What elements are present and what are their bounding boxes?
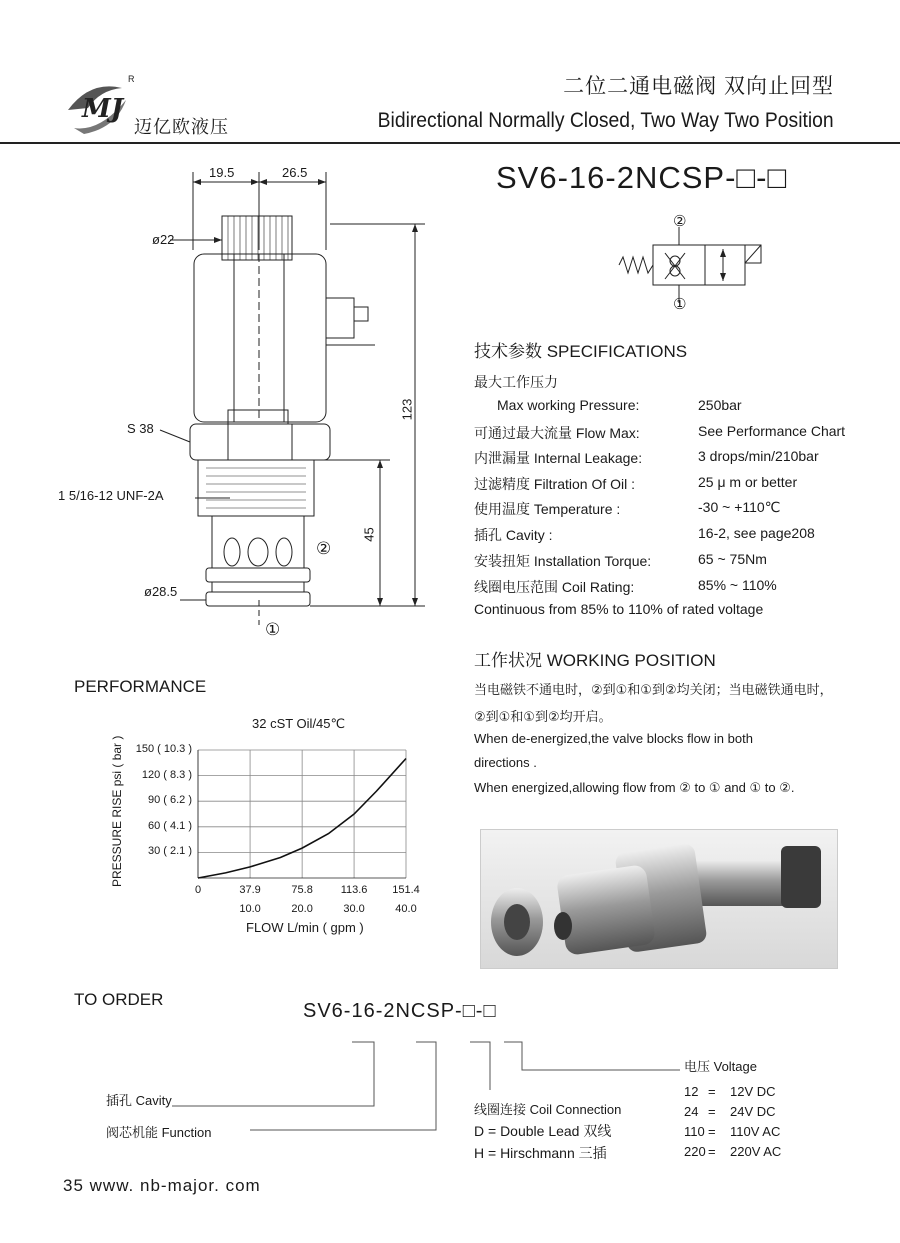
company-logo — [60, 70, 140, 140]
registered-mark: R — [128, 74, 135, 84]
spec-value-7: 85% ~ 110% — [698, 577, 777, 593]
product-photo — [480, 829, 838, 969]
spec-value-4: -30 ~ +110℃ — [698, 499, 781, 515]
spec-note: Continuous from 85% to 110% of rated voltage — [474, 601, 764, 617]
y-axis-label: PRESSURE RISE psi ( bar ) — [110, 735, 124, 887]
x-tick-bottom-1: 20.0 — [291, 903, 313, 915]
x-tick-bottom-3: 40.0 — [395, 903, 417, 915]
hex-label: S 38 — [127, 421, 154, 436]
title-cn: 二位二通电磁阀 双向止回型 — [563, 75, 834, 98]
x-tick-top-0: 0 — [194, 884, 202, 896]
y-tick-4: 150 ( 10.3 ) — [135, 743, 192, 755]
coil-option-d: D = Double Lead 双线 — [474, 1123, 612, 1139]
voltage-row-110: 110 = 110V AC — [684, 1124, 781, 1139]
chart-grid — [198, 750, 406, 878]
spec-value-3: 25 μ m or better — [698, 474, 798, 490]
spec-label-2: 内泄漏量 Internal Leakage: — [474, 450, 643, 466]
website-url: www. nb-major. com — [89, 1176, 261, 1195]
spec-label-6: 安装扭矩 Installation Torque: — [474, 553, 652, 569]
working-line-3: When de-energized,the valve blocks flow in both — [474, 731, 753, 746]
symbol-port-2: ② — [673, 213, 687, 230]
working-line-4: directions . — [474, 755, 537, 770]
valve-drawing-svg — [0, 150, 460, 650]
footer — [63, 1176, 261, 1196]
product-photo-svg — [481, 830, 837, 968]
voltage-list — [684, 1082, 781, 1162]
spec-value-5: 16-2, see page208 — [698, 525, 815, 541]
working-line-2: ②到①和①到②均开启。 — [474, 709, 612, 724]
working-line-1: 当电磁铁不通电时，②到①和①到②均关闭；当电磁铁通电时， — [474, 682, 833, 697]
working-line-5: When energized,allowing flow from ② to ① and ① to ②. — [474, 780, 795, 795]
coil-option-h: H = Hirschmann 三插 — [474, 1145, 607, 1161]
x-tick-top-1: 37.9 — [239, 884, 261, 896]
header-rule — [0, 142, 900, 144]
specs-heading: 技术参数 SPECIFICATIONS — [474, 342, 688, 361]
y-tick-0: 30 ( 2.1 ) — [147, 845, 192, 858]
spec-label-3: 过滤精度 Filtration Of Oil : — [474, 476, 636, 492]
chart-title: 32 cST Oil/45℃ — [252, 716, 346, 731]
y-tick-2: 90 ( 6.2 ) — [147, 794, 192, 807]
dim-left: 19.5 — [209, 165, 235, 180]
y-tick-1: 60 ( 4.1 ) — [147, 819, 192, 832]
dia-coil-label: ø22 — [152, 232, 175, 247]
voltage-heading: 电压 Voltage — [684, 1059, 757, 1074]
symbol-port-1: ① — [673, 296, 687, 313]
x-tick-bottom-0: 10.0 — [239, 903, 261, 915]
spec-value-2: 3 drops/min/210bar — [698, 448, 819, 464]
x-axis-label: FLOW L/min ( gpm ) — [246, 920, 364, 935]
valve-symbol-svg — [615, 225, 775, 305]
port-1-label: ① — [265, 620, 281, 639]
page-number: 35 — [63, 1176, 84, 1195]
x-tick-top-2: 75.8 — [291, 884, 313, 896]
length-cartridge-label: 45 — [361, 527, 377, 542]
spec-value-6: 65 ~ 75Nm — [698, 551, 767, 567]
length-total-label: 123 — [399, 398, 415, 421]
voltage-row-220: 220 = 220V AC — [684, 1144, 782, 1159]
logo-letters: MJ — [82, 94, 124, 124]
x-tick-bottom-2: 30.0 — [343, 903, 365, 915]
order-cavity: 插孔 Cavity — [106, 1093, 172, 1108]
spec-label-1: 可通过最大流量 Flow Max: — [474, 425, 640, 441]
thread-label: 1 5/16-12 UNF-2A — [58, 488, 164, 503]
x-tick-top-3: 113.6 — [340, 884, 368, 896]
spec-label-7: 线圈电压范围 Coil Rating: — [474, 579, 635, 595]
spec-label-4: 使用温度 Temperature : — [474, 501, 621, 517]
order-heading: TO ORDER — [74, 990, 164, 1009]
dia-body-label: ø28.5 — [144, 584, 178, 599]
max-pressure-cn: 最大工作压力 — [474, 374, 558, 390]
spec-value-0: 250bar — [698, 397, 742, 413]
voltage-row-12: 12 = 12V DC — [684, 1084, 776, 1099]
voltage-row-24: 24 = 24V DC — [684, 1104, 776, 1119]
coil-heading: 线圈连接 Coil Connection — [474, 1102, 622, 1117]
order-function: 阀芯机能 Function — [106, 1125, 212, 1140]
port-2-label: ② — [316, 539, 332, 558]
spec-label-5: 插孔 Cavity : — [474, 527, 553, 543]
company-name: 迈亿欧液压 — [134, 117, 229, 137]
dim-right: 26.5 — [282, 165, 308, 180]
spec-value-1: See Performance Chart — [698, 423, 846, 439]
spec-label-0: Max working Pressure: — [497, 397, 640, 413]
y-tick-3: 120 ( 8.3 ) — [141, 768, 192, 781]
x-tick-top-4: 151.4 — [392, 884, 420, 896]
model-number: SV6-16-2NCSP-□-□ — [496, 160, 788, 195]
performance-heading: PERFORMANCE — [74, 677, 207, 696]
working-heading: 工作状况 WORKING POSITION — [474, 651, 716, 670]
order-model: SV6-16-2NCSP-□-□ — [303, 1000, 497, 1022]
title-en: Bidirectional Normally Closed, Two Way Two Position — [377, 109, 834, 132]
